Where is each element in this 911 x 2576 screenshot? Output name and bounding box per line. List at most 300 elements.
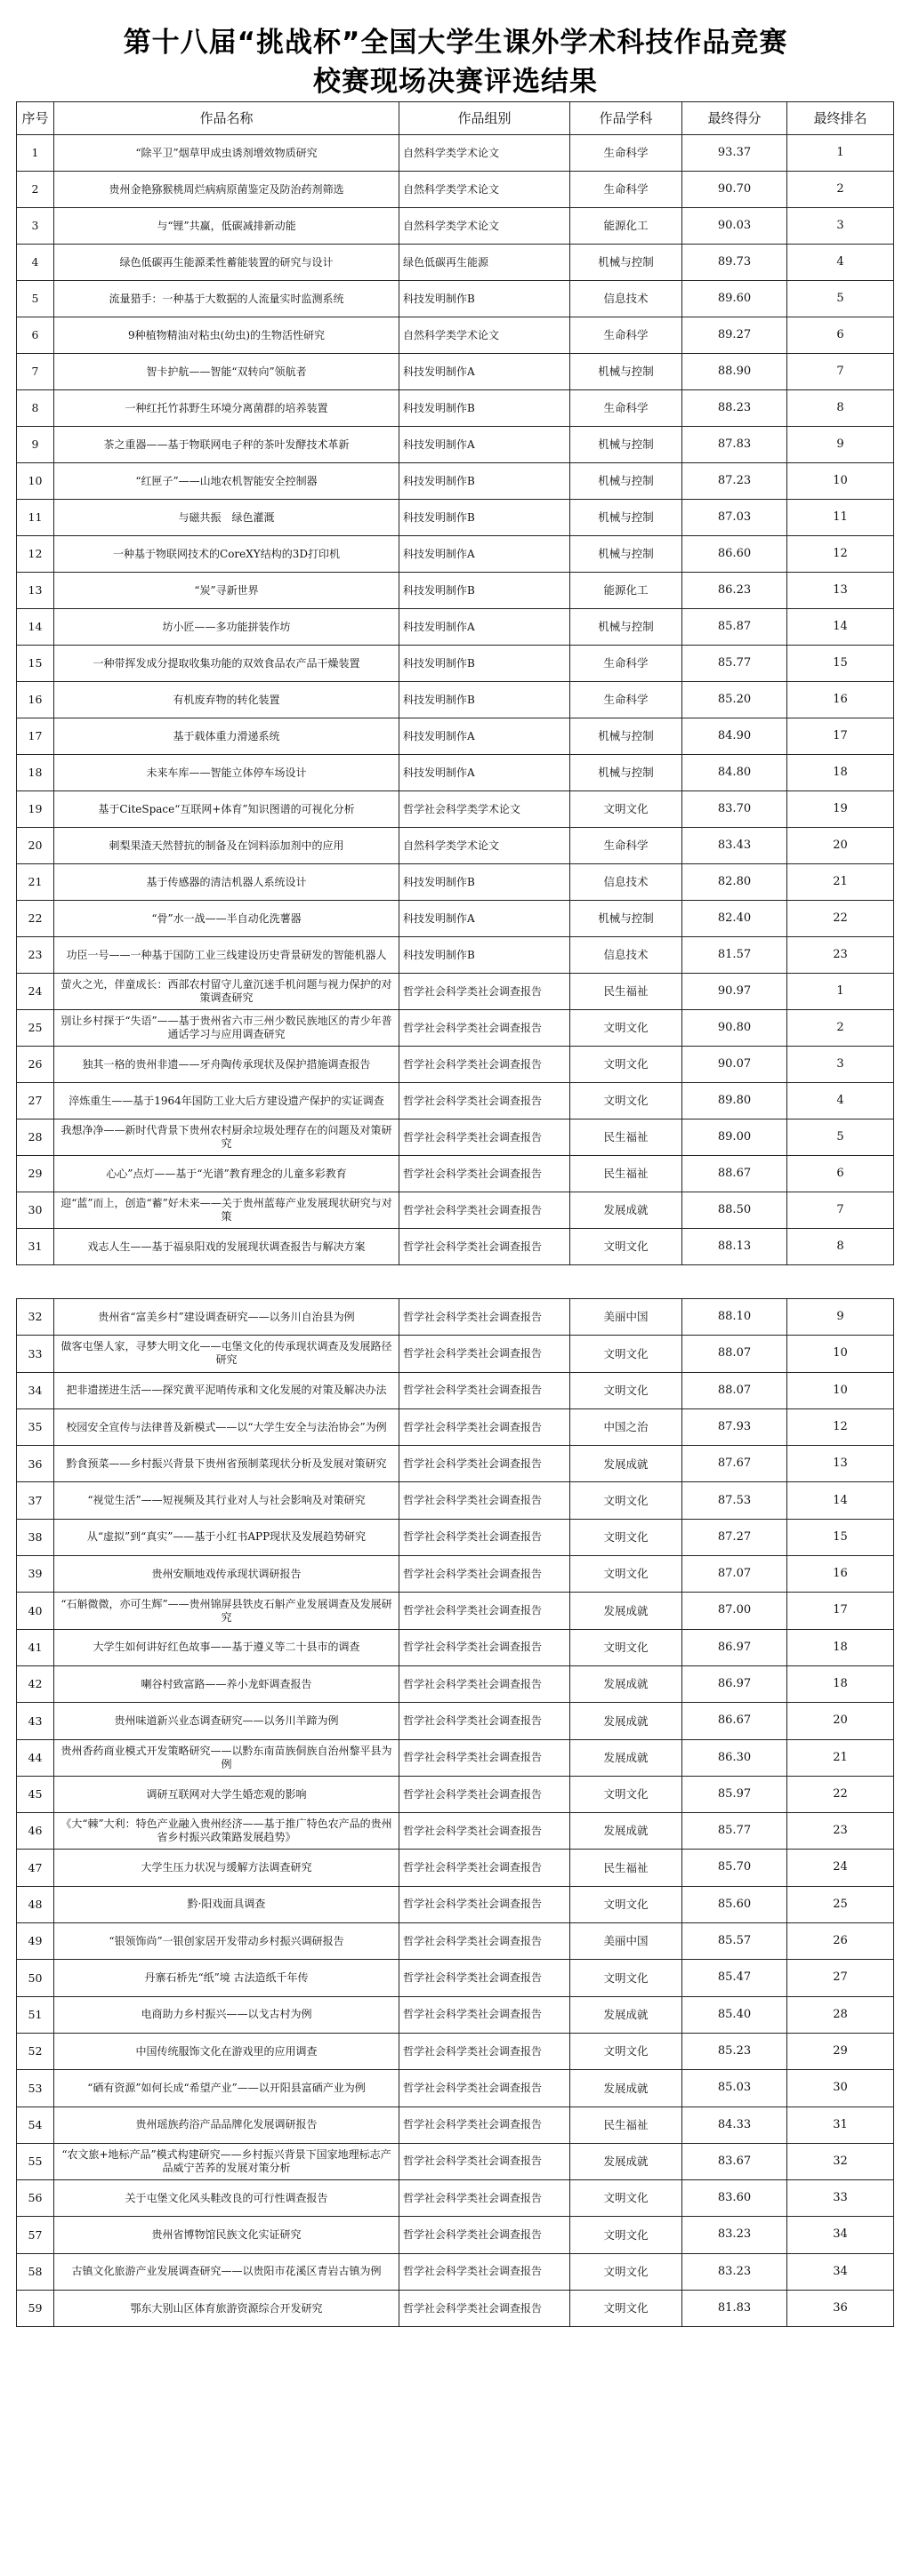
cell-subject: 发展成就 [570,1446,682,1482]
cell-name: 调研互联网对大学生婚恋观的影响 [54,1776,399,1812]
cell-group: 科技发明制作B [399,390,570,427]
cell-group: 科技发明制作B [399,864,570,901]
table-row [17,791,894,828]
cell-name: 做客屯堡人家，寻梦大明文化——屯堡文化的传承现状调查及发展路径研究 [54,1336,399,1372]
cell-group: 自然科学类学术论文 [399,828,570,864]
cell-rank: 1 [787,974,894,1010]
cell-score: 90.97 [682,974,787,1010]
table-row [17,1408,894,1445]
cell-group: 哲学社会科学类社会调查报告 [399,1336,570,1372]
cell-index: 13 [17,573,54,609]
cell-index: 28 [17,1119,54,1156]
cell-score: 81.57 [682,937,787,974]
cell-subject: 机械与控制 [570,500,682,536]
cell-score: 85.40 [682,1996,787,2033]
cell-index: 38 [17,1519,54,1555]
cell-rank: 23 [787,1813,894,1850]
cell-subject: 生命科学 [570,646,682,682]
cell-subject: 文明文化 [570,2180,682,2217]
cell-index: 53 [17,2070,54,2107]
cell-name: 戏志人生——基于福泉阳戏的发展现状调查报告与解决方案 [54,1229,399,1265]
cell-name: 刺梨果渣天然替抗的制备及在饲料添加剂中的应用 [54,828,399,864]
cell-subject: 机械与控制 [570,427,682,463]
cell-index: 29 [17,1156,54,1192]
table-row [17,2107,894,2143]
cell-name: 功臣一号——一种基于国防工业三线建设历史背景研发的智能机器人 [54,937,399,974]
cell-index: 26 [17,1047,54,1083]
cell-rank: 17 [787,1593,894,1629]
cell-score: 86.30 [682,1739,787,1776]
cell-subject: 能源化工 [570,573,682,609]
cell-subject: 发展成就 [570,2070,682,2107]
cell-rank: 25 [787,1886,894,1922]
cell-subject: 发展成就 [570,1665,682,1702]
cell-index: 22 [17,901,54,937]
cell-index: 2 [17,172,54,208]
cell-rank: 23 [787,937,894,974]
table-row [17,609,894,646]
cell-subject: 生命科学 [570,317,682,354]
cell-group: 哲学社会科学类社会调查报告 [399,1996,570,2033]
cell-subject: 文明文化 [570,1482,682,1519]
cell-subject: 生命科学 [570,172,682,208]
table-row [17,463,894,500]
cell-score: 88.07 [682,1372,787,1408]
cell-index: 55 [17,2143,54,2179]
cell-score: 86.97 [682,1665,787,1702]
cell-subject: 民生福祉 [570,1156,682,1192]
cell-score: 81.83 [682,2291,787,2327]
cell-name: “石斛微微，亦可生辉”——贵州锦屏县铁皮石斛产业发展调查及发展研究 [54,1593,399,1629]
cell-rank: 33 [787,2180,894,2217]
cell-subject: 文明文化 [570,2217,682,2253]
cell-group: 科技发明制作B [399,646,570,682]
cell-group: 哲学社会科学类社会调查报告 [399,1629,570,1665]
cell-name: “农文旅+地标产品”模式构建研究——乡村振兴背景下国家地理标志产品威宁苦荞的发展对策分析 [54,2143,399,2179]
cell-score: 85.03 [682,2070,787,2107]
table-row [17,245,894,281]
cell-rank: 32 [787,2143,894,2179]
table-row [17,500,894,536]
cell-score: 85.47 [682,1960,787,1996]
table-row [17,1119,894,1156]
cell-name: 黔·阳戏面具调查 [54,1886,399,1922]
cell-rank: 26 [787,1923,894,1960]
cell-name: 迎“蓝”而上，创造“蓄”好未来——关于贵州蓝莓产业发展现状研究与对策 [54,1192,399,1229]
cell-index: 23 [17,937,54,974]
cell-index: 16 [17,682,54,718]
cell-group: 科技发明制作B [399,573,570,609]
table-row [17,2217,894,2253]
cell-rank: 34 [787,2217,894,2253]
cell-score: 87.03 [682,500,787,536]
cell-rank: 18 [787,755,894,791]
column-header-name: 作品名称 [54,102,399,135]
table-row [17,1776,894,1812]
cell-rank: 17 [787,718,894,755]
table-row [17,901,894,937]
table-row [17,354,894,390]
table-row [17,718,894,755]
cell-group: 科技发明制作A [399,609,570,646]
cell-group: 哲学社会科学类社会调查报告 [399,1408,570,1445]
cell-name: “红匣子”——山地农机智能安全控制器 [54,463,399,500]
cell-name: 绿色低碳再生能源柔性蓄能装置的研究与设计 [54,245,399,281]
cell-subject: 发展成就 [570,2143,682,2179]
cell-subject: 机械与控制 [570,718,682,755]
cell-group: 哲学社会科学类社会调查报告 [399,2070,570,2107]
cell-name: 黔食预菜——乡村振兴背景下贵州省预制菜现状分析及发展对策研究 [54,1446,399,1482]
cell-score: 83.43 [682,828,787,864]
cell-score: 85.57 [682,1923,787,1960]
cell-name: 萤火之光，伴童成长：西部农村留守儿童沉迷手机问题与视力保护的对策调查研究 [54,974,399,1010]
cell-rank: 13 [787,1446,894,1482]
table-row [17,1192,894,1229]
cell-score: 83.23 [682,2253,787,2290]
cell-index: 52 [17,2033,54,2069]
cell-subject: 文明文化 [570,1556,682,1593]
cell-rank: 8 [787,390,894,427]
cell-index: 5 [17,281,54,317]
cell-rank: 30 [787,2070,894,2107]
cell-group: 哲学社会科学类社会调查报告 [399,2217,570,2253]
cell-group: 哲学社会科学类社会调查报告 [399,2180,570,2217]
cell-rank: 7 [787,1192,894,1229]
cell-group: 哲学社会科学类社会调查报告 [399,1703,570,1739]
cell-name: 古镇文化旅游产业发展调查研究——以贵阳市花溪区青岩古镇为例 [54,2253,399,2290]
cell-rank: 20 [787,828,894,864]
cell-name: 贵州瑶族药浴产品品牌化发展调研报告 [54,2107,399,2143]
cell-subject: 文明文化 [570,1960,682,1996]
table-row [17,208,894,245]
cell-subject: 生命科学 [570,135,682,172]
cell-subject: 民生福祉 [570,1119,682,1156]
cell-name: 与“锂”共赢，低碳减排新动能 [54,208,399,245]
cell-subject: 生命科学 [570,828,682,864]
cell-score: 88.07 [682,1336,787,1372]
cell-subject: 机械与控制 [570,536,682,573]
table-row [17,1703,894,1739]
cell-rank: 9 [787,1299,894,1336]
cell-index: 37 [17,1482,54,1519]
cell-rank: 21 [787,1739,894,1776]
cell-index: 36 [17,1446,54,1482]
cell-index: 3 [17,208,54,245]
table-row [17,1047,894,1083]
table-row [17,1446,894,1482]
table-row [17,1336,894,1372]
cell-score: 88.67 [682,1156,787,1192]
cell-index: 50 [17,1960,54,1996]
cell-index: 20 [17,828,54,864]
cell-subject: 文明文化 [570,1047,682,1083]
cell-rank: 16 [787,682,894,718]
cell-index: 17 [17,718,54,755]
cell-index: 51 [17,1996,54,2033]
cell-rank: 28 [787,1996,894,2033]
cell-subject: 机械与控制 [570,463,682,500]
column-header-group: 作品组别 [399,102,570,135]
table-row [17,1482,894,1519]
cell-index: 34 [17,1372,54,1408]
cell-rank: 31 [787,2107,894,2143]
cell-score: 86.67 [682,1703,787,1739]
table-row [17,1299,894,1336]
cell-subject: 民生福祉 [570,2107,682,2143]
column-header-subject: 作品学科 [570,102,682,135]
cell-score: 87.93 [682,1408,787,1445]
cell-subject: 文明文化 [570,1010,682,1047]
cell-score: 89.80 [682,1083,787,1119]
table-row [17,536,894,573]
cell-score: 85.77 [682,1813,787,1850]
cell-subject: 文明文化 [570,2253,682,2290]
cell-name: 坊小匠——多功能拼装作坊 [54,609,399,646]
cell-index: 31 [17,1229,54,1265]
cell-group: 哲学社会科学类社会调查报告 [399,2033,570,2069]
cell-subject: 发展成就 [570,1996,682,2033]
column-header-rank: 最终排名 [787,102,894,135]
cell-score: 85.97 [682,1776,787,1812]
cell-rank: 21 [787,864,894,901]
table-row [17,2180,894,2217]
table-row [17,281,894,317]
cell-group: 自然科学类学术论文 [399,135,570,172]
cell-group: 哲学社会科学类社会调查报告 [399,1372,570,1408]
results-table-part-1 [16,101,894,1265]
cell-group: 自然科学类学术论文 [399,208,570,245]
cell-score: 89.27 [682,317,787,354]
cell-name: 贵州省博物馆民族文化实证研究 [54,2217,399,2253]
table-row [17,1229,894,1265]
cell-index: 18 [17,755,54,791]
table-row [17,1665,894,1702]
cell-subject: 文明文化 [570,1229,682,1265]
cell-subject: 生命科学 [570,390,682,427]
cell-group: 哲学社会科学类社会调查报告 [399,1192,570,1229]
cell-subject: 文明文化 [570,2291,682,2327]
cell-score: 90.70 [682,172,787,208]
cell-name: 9种植物精油对粘虫(幼虫)的生物活性研究 [54,317,399,354]
cell-name: “视觉生活”——短视频及其行业对人与社会影响及对策研究 [54,1482,399,1519]
cell-index: 39 [17,1556,54,1593]
cell-subject: 机械与控制 [570,755,682,791]
cell-index: 8 [17,390,54,427]
cell-index: 19 [17,791,54,828]
cell-index: 56 [17,2180,54,2217]
cell-score: 84.90 [682,718,787,755]
table-row [17,755,894,791]
cell-index: 54 [17,2107,54,2143]
cell-name: 与磁共振 绿色灌溉 [54,500,399,536]
table-row [17,1083,894,1119]
cell-group: 哲学社会科学类社会调查报告 [399,1482,570,1519]
cell-index: 58 [17,2253,54,2290]
cell-rank: 36 [787,2291,894,2327]
cell-name: 独其一格的贵州非遗——牙舟陶传承现状及保护措施调查报告 [54,1047,399,1083]
cell-group: 科技发明制作A [399,901,570,937]
cell-rank: 11 [787,500,894,536]
cell-group: 哲学社会科学类社会调查报告 [399,1083,570,1119]
cell-score: 90.80 [682,1010,787,1047]
cell-score: 83.23 [682,2217,787,2253]
cell-subject: 文明文化 [570,791,682,828]
table-row [17,1850,894,1886]
cell-rank: 2 [787,172,894,208]
cell-index: 7 [17,354,54,390]
table-row [17,1739,894,1776]
cell-subject: 生命科学 [570,682,682,718]
cell-name: 心心”点灯——基于“光谱”教育理念的儿童多彩教育 [54,1156,399,1192]
cell-index: 48 [17,1886,54,1922]
cell-score: 82.40 [682,901,787,937]
table-row [17,573,894,609]
cell-group: 科技发明制作B [399,682,570,718]
cell-name: 大学生如何讲好红色故事——基于遵义等二十县市的调查 [54,1629,399,1665]
cell-rank: 13 [787,573,894,609]
cell-subject: 发展成就 [570,1703,682,1739]
cell-rank: 15 [787,1519,894,1555]
page-title-line-2: 校赛现场决赛评选结果 [313,66,598,98]
table-row [17,864,894,901]
cell-subject: 中国之治 [570,1408,682,1445]
table-row [17,317,894,354]
cell-rank: 14 [787,1482,894,1519]
cell-subject: 发展成就 [570,1192,682,1229]
cell-name: 大学生压力状况与缓解方法调查研究 [54,1850,399,1886]
cell-rank: 6 [787,317,894,354]
cell-group: 科技发明制作B [399,937,570,974]
cell-score: 89.00 [682,1119,787,1156]
cell-name: 基于载体重力滑递系统 [54,718,399,755]
cell-group: 哲学社会科学类社会调查报告 [399,1446,570,1482]
cell-subject: 民生福祉 [570,974,682,1010]
cell-index: 45 [17,1776,54,1812]
cell-group: 哲学社会科学类社会调查报告 [399,2291,570,2327]
table-row [17,1010,894,1047]
cell-name: 未来车库——智能立体停车场设计 [54,755,399,791]
cell-group: 哲学社会科学类社会调查报告 [399,1739,570,1776]
cell-index: 57 [17,2217,54,2253]
cell-rank: 15 [787,646,894,682]
cell-group: 哲学社会科学类社会调查报告 [399,1119,570,1156]
cell-group: 科技发明制作B [399,281,570,317]
cell-rank: 10 [787,1372,894,1408]
cell-index: 14 [17,609,54,646]
cell-index: 10 [17,463,54,500]
cell-index: 15 [17,646,54,682]
cell-rank: 5 [787,1119,894,1156]
cell-name: 淬炼重生——基于1964年国防工业大后方建设遗产保护的实证调查 [54,1083,399,1119]
cell-group: 哲学社会科学类社会调查报告 [399,1960,570,1996]
cell-score: 89.73 [682,245,787,281]
cell-name: 喇谷村致富路——养小龙虾调查报告 [54,1665,399,1702]
cell-name: “硒有资源”如何长成“希望产业”——以开阳县富硒产业为例 [54,2070,399,2107]
cell-score: 84.80 [682,755,787,791]
cell-group: 哲学社会科学类社会调查报告 [399,2107,570,2143]
cell-name: 基于CiteSpace“互联网+体育”知识图谱的可视化分析 [54,791,399,828]
cell-subject: 信息技术 [570,281,682,317]
cell-name: “炭”寻新世界 [54,573,399,609]
table-row [17,1156,894,1192]
cell-name: 从“虚拟”到“真实”——基于小红书APP现状及发展趋势研究 [54,1519,399,1555]
cell-rank: 6 [787,1156,894,1192]
cell-index: 59 [17,2291,54,2327]
cell-score: 85.60 [682,1886,787,1922]
cell-name: 智卡护航——智能“双转向”领航者 [54,354,399,390]
cell-name: 茶之重器——基于物联网电子秤的茶叶发酵技术革新 [54,427,399,463]
cell-group: 哲学社会科学类社会调查报告 [399,974,570,1010]
cell-index: 11 [17,500,54,536]
cell-rank: 22 [787,901,894,937]
table-row [17,1886,894,1922]
cell-group: 哲学社会科学类社会调查报告 [399,1156,570,1192]
cell-subject: 机械与控制 [570,245,682,281]
cell-subject: 发展成就 [570,1593,682,1629]
table-row [17,646,894,682]
cell-rank: 16 [787,1556,894,1593]
cell-subject: 文明文化 [570,1629,682,1665]
table-row [17,135,894,172]
cell-score: 87.00 [682,1593,787,1629]
table-row [17,1923,894,1960]
cell-index: 32 [17,1299,54,1336]
table-row [17,682,894,718]
cell-score: 84.33 [682,2107,787,2143]
cell-rank: 4 [787,1083,894,1119]
cell-name: 把非遗搓进生活——探究黄平泥哨传承和文化发展的对策及解决办法 [54,1372,399,1408]
cell-name: 基于传感器的清洁机器人系统设计 [54,864,399,901]
cell-score: 87.53 [682,1482,787,1519]
cell-name: 流量猎手：一种基于大数据的人流量实时监测系统 [54,281,399,317]
cell-rank: 2 [787,1010,894,1047]
cell-name: 一种基于物联网技术的CoreXY结构的3D打印机 [54,536,399,573]
cell-subject: 文明文化 [570,1336,682,1372]
cell-index: 24 [17,974,54,1010]
table-row [17,2253,894,2290]
cell-score: 86.97 [682,1629,787,1665]
cell-rank: 5 [787,281,894,317]
cell-score: 87.27 [682,1519,787,1555]
cell-index: 47 [17,1850,54,1886]
cell-rank: 34 [787,2253,894,2290]
cell-subject: 文明文化 [570,2033,682,2069]
cell-rank: 18 [787,1665,894,1702]
cell-group: 哲学社会科学类社会调查报告 [399,2143,570,2179]
cell-subject: 能源化工 [570,208,682,245]
cell-name: 关于屯堡文化风头鞋改良的可行性调查报告 [54,2180,399,2217]
cell-subject: 机械与控制 [570,609,682,646]
table-row [17,2070,894,2107]
cell-group: 科技发明制作A [399,427,570,463]
cell-group: 哲学社会科学类学术论文 [399,791,570,828]
cell-subject: 机械与控制 [570,901,682,937]
cell-group: 科技发明制作A [399,354,570,390]
cell-name: “骨”水一战——半自动化洗薯器 [54,901,399,937]
cell-group: 哲学社会科学类社会调查报告 [399,1923,570,1960]
cell-score: 88.50 [682,1192,787,1229]
cell-subject: 信息技术 [570,937,682,974]
cell-subject: 民生福祉 [570,1850,682,1886]
cell-index: 41 [17,1629,54,1665]
table-row [17,1519,894,1555]
cell-rank: 8 [787,1229,894,1265]
cell-rank: 3 [787,208,894,245]
column-header-index: 序号 [17,102,54,135]
cell-rank: 29 [787,2033,894,2069]
cell-index: 12 [17,536,54,573]
cell-score: 85.87 [682,609,787,646]
